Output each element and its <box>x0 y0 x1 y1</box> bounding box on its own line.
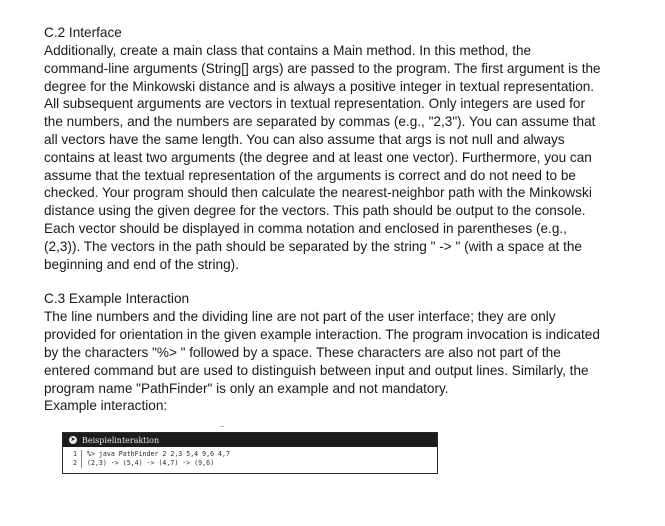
text-line: the numbers, and the numbers are separated by commas (e.g., "2,3"). You can assume that <box>44 114 596 130</box>
text-line: contains at least two arguments (the degree and at least one vector). Furthermore, you can <box>44 149 592 165</box>
text-line: degree for the Minkowski distance and is always a positive integer in textual representation. <box>44 78 595 94</box>
line-number: 1 <box>63 450 82 459</box>
code-text: %> java PathFinder 2 2,3 5,4 9,6 4,7 <box>87 450 230 458</box>
divider-mark <box>220 426 224 427</box>
text-line: Additionally, create a main class that contains a Main method. In this method, the <box>44 43 532 58</box>
section-heading-c3: C.3 Example Interaction <box>44 291 190 307</box>
text-line: The line numbers and the dividing line are not part of the user interface; they are only <box>44 309 556 325</box>
section-c3-body <box>44 308 644 415</box>
section-heading-c2: C.2 Interface <box>44 25 122 40</box>
text-line: beginning and end of the string). <box>44 256 239 272</box>
arrow-circle-icon: ➤ <box>70 436 76 443</box>
section-c2-body <box>44 42 644 273</box>
example-title: Beispielinteraktion <box>82 435 160 445</box>
text-line: All subsequent arguments are vectors in textual representation. Only integers are used for <box>44 96 586 112</box>
text-line: by the characters "%> " followed by a space. These characters are also not part of the <box>44 344 561 360</box>
code-area <box>63 447 437 473</box>
text-line: command-line arguments (String[] args) are passed to the program. The first argument is the <box>44 60 601 76</box>
text-line: assume that the textual representation of the arguments is correct and do not need to be <box>44 167 576 183</box>
text-line: all vectors have the same length. You can also assume that args is not null and always <box>44 131 565 147</box>
text-line: Each vector should be displayed in comma notation and enclosed in parentheses (e.g., <box>44 220 567 236</box>
code-text: (2,3) -> (5,4) -> (4,7) -> (9,6) <box>87 459 215 467</box>
text-line: checked. Your program should then calculate the nearest-neighbor path with the Minkowski <box>44 185 592 201</box>
text-line: distance using the given degree for the vectors. This path should be output to the console. <box>44 203 586 219</box>
document-page <box>44 24 644 415</box>
example-interaction-box <box>62 432 438 474</box>
text-line: entered command but are used to distinguish between input and output lines. Similarly, the <box>44 362 589 378</box>
code-line <box>63 450 437 459</box>
text-line: program name "PathFinder" is only an example and not mandatory. <box>44 380 449 396</box>
text-line: Example interaction: <box>44 398 168 414</box>
example-title-bar <box>63 433 437 447</box>
text-line: (2,3)). The vectors in the path should be separated by the string " -> " (with a space at the <box>44 238 582 254</box>
code-line <box>63 459 437 468</box>
text-line: provided for orientation in the given example interaction. The program invocation is indicated <box>44 327 600 343</box>
line-number: 2 <box>63 459 82 468</box>
